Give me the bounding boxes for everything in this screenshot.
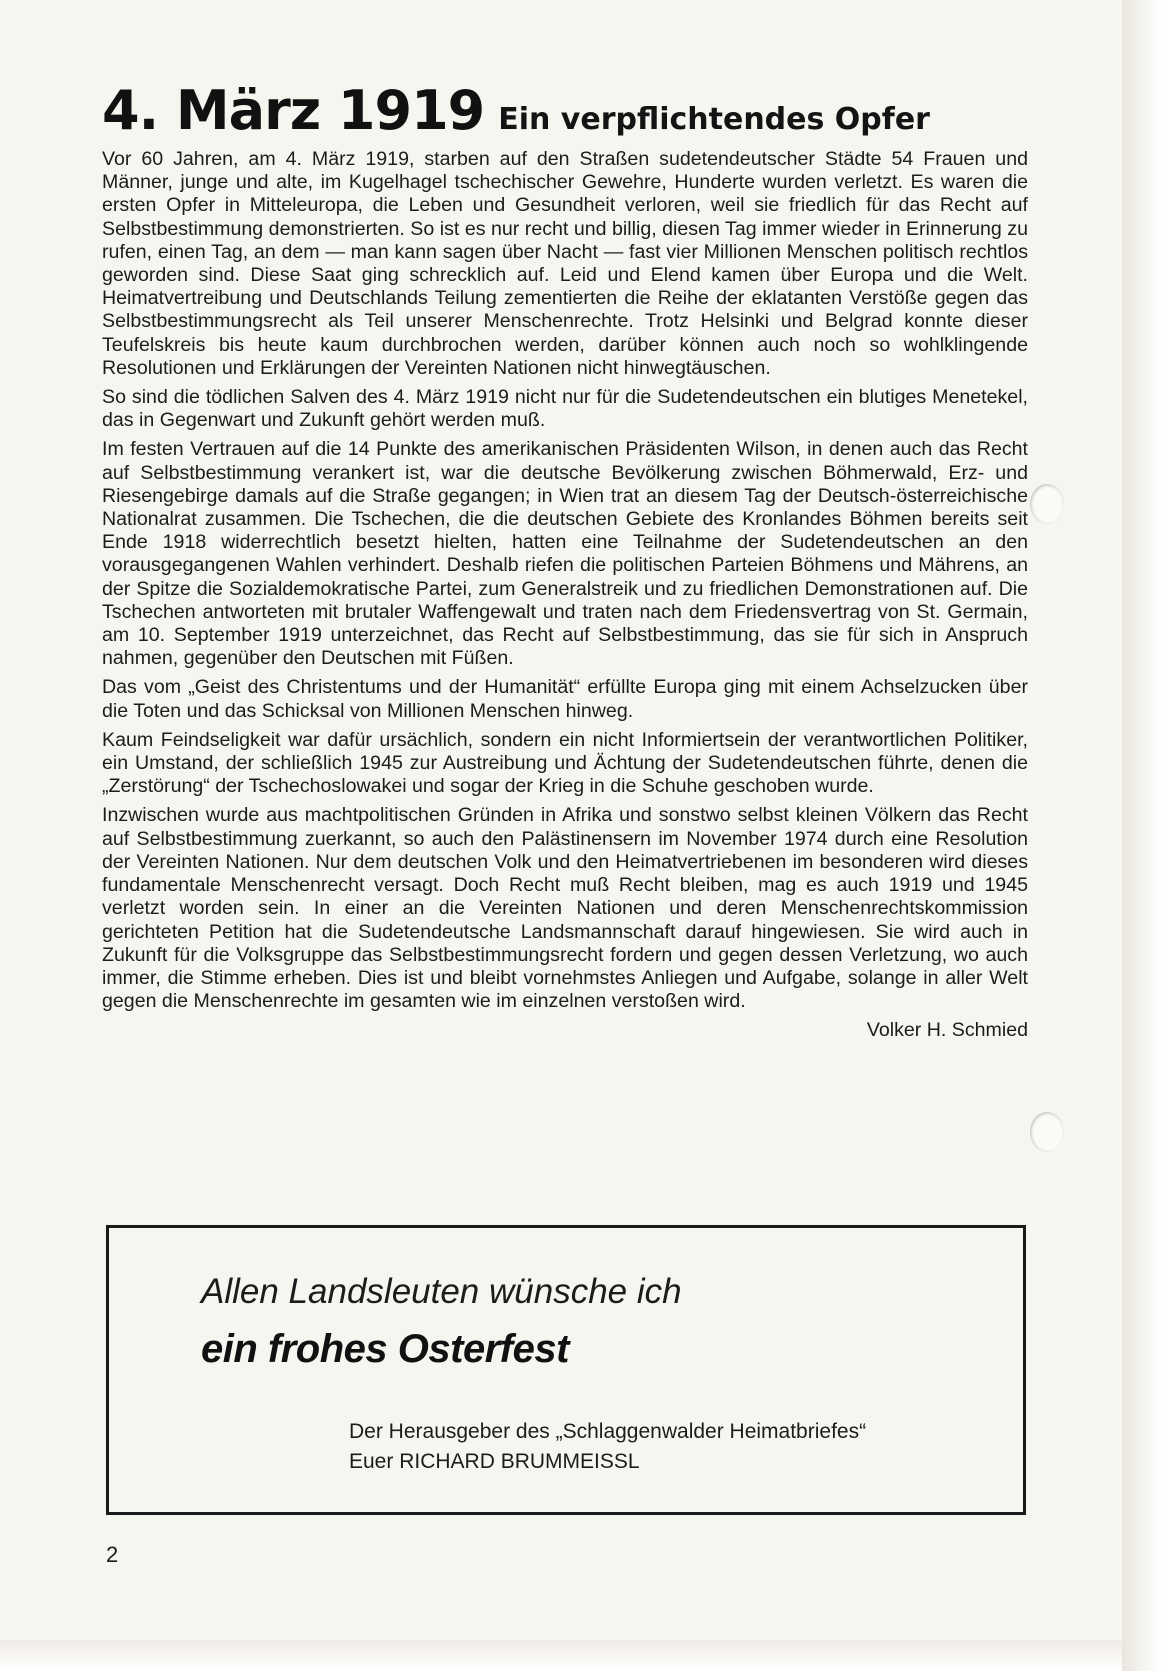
greeting-signature: Euer RICHARD BRUMMEISSL bbox=[349, 1450, 640, 1473]
headline-date: 4. März 1919 bbox=[102, 79, 485, 142]
headline-subtitle: Ein verpflichtendes Opfer bbox=[498, 102, 930, 137]
article-paragraph-2: So sind die tödlichen Salven des 4. März 1919 nicht nur für die Sudetendeutschen ein blutiges Menetekel, das in Gegenwart und Zukunft gehört werden muß. bbox=[102, 386, 1028, 432]
greeting-line-2: ein frohes Osterfest bbox=[201, 1327, 569, 1371]
article-paragraph-5: Kaum Feindseligkeit war dafür ursächlich, sondern ein nicht Informiertsein der verantwortlichen Politiker, ein Umstand, der schließlich 1945 zur Austreibung und Ächtung der Sudetendeutschen führte, denen die „Zerstörung“ der Tschechoslowakei und sogar der Krieg in die Schuhe geschoben wurde. bbox=[102, 728, 1028, 798]
article-paragraph-1: Vor 60 Jahren, am 4. März 1919, starben auf den Straßen sudetendeutscher Städte 54 Frauen und Männer, junge und alte, im Kugelhagel tschechischer Gewehre, Hunderte wurden verletzt. Es waren die ersten Opfer in Mitteleuropa, die Leben und Gesundheit verloren, weil sie friedlich für das Recht auf Selbstbestimmung demonstrierten. So ist es nur recht und billig, diesen Tag immer wieder in Erinnerung zu rufen, einen Tag, an dem — man kann sagen über Nacht — fast vier Millionen Menschen politisch rechtlos geworden sind. Diese Saat ging schrecklich auf. Leid und Elend kamen über Europa und die Welt. Heimatvertreibung und Deutschlands Teilung zementierten die Reihe der eklatanten Verstöße gegen das Selbstbestimmungsrecht als Teil unserer Menschenrechte. Trotz Helsinki und Belgrad konnte dieser Teufelskreis bis heute kaum durchbrochen werden, darüber können auch noch so wohlklingende Resolutionen und Erklärungen der Vereinten Nationen nicht hinwegtäuschen. bbox=[102, 148, 1028, 379]
easter-greeting-box bbox=[106, 1225, 1026, 1515]
article-headline bbox=[102, 79, 1028, 142]
article-paragraph-4: Das vom „Geist des Christentums und der Humanität“ erfüllte Europa ging mit einem Achselzucken über die Toten und das Schicksal von Millionen Menschen hinweg. bbox=[102, 676, 1028, 722]
page-edge-right bbox=[1122, 0, 1163, 1671]
author-signature: Volker H. Schmied bbox=[866, 1019, 1028, 1042]
page-edge-bottom bbox=[0, 1640, 1122, 1671]
greeting-line-1: Allen Landsleuten wünsche ich bbox=[201, 1272, 682, 1311]
page-number: 2 bbox=[106, 1542, 119, 1567]
greeting-publisher: Der Herausgeber des „Schlaggenwalder Heimatbriefes“ bbox=[349, 1420, 867, 1443]
punch-hole-top bbox=[1030, 484, 1064, 524]
greeting-sender bbox=[349, 1417, 866, 1477]
article-paragraph-6: Inzwischen wurde aus machtpolitischen Gründen in Afrika und sonstwo selbst kleinen Völkern das Recht auf Selbstbestimmung zuerkannt, so auch den Palästinensern im November 1974 durch eine Resolution der Vereinten Nationen. Nur dem deutschen Volk und den Heimatvertriebenen im besonderen wird dieses fundamentale Menschenrecht versagt. Doch Recht muß Recht bleiben, mag es auch 1919 und 1945 verletzt worden sein. In einer an die Vereinten Nationen und deren Menschenrechtskommission gerichteten Petition hat die Sudetendeutsche Landsmannschaft darauf hingewiesen. Sie wird auch in Zukunft für die Volksgruppe das Selbstbestimmungsrecht fordern und gegen dessen Verletzung, wo auch immer, die Stimme erheben. Dies ist und bleibt vornehmstes Anliegen und Aufgabe, solange in aller Welt gegen die Menschenrechte im gesamten wie im einzelnen verstoßen wird. bbox=[102, 804, 1028, 1013]
punch-hole-bottom bbox=[1030, 1112, 1064, 1152]
article-paragraph-3: Im festen Vertrauen auf die 14 Punkte des amerikanischen Präsidenten Wilson, in denen auch das Recht auf Selbstbestimmung verankert ist, war die deutsche Bevölkerung zwischen Böhmerwald, Erz- und Riesengebirge damals auf die Straße gegangen; in Wien trat an diesem Tag der Deutsch-österreichische Nationalrat zusammen. Die Tschechen, die die deutschen Gebiete des Kronlandes Böhmen bereits seit Ende 1918 widerrechtlich besetzt hielten, hatten eine Teilnahme der Sudetendeutschen an den vorausgegangenen Wahlen verhindert. Deshalb riefen die politischen Parteien Böhmens und Mährens, an der Spitze die Sozialdemokratische Partei, zum Generalstreik und zu friedlichen Demonstrationen auf. Die Tschechen antworteten mit brutaler Waffengewalt und traten nach dem Friedensvertrag von St. Germain, am 10. September 1919 unterzeichnet, das Recht auf Selbstbestimmung, das sie für sich in Anspruch nahmen, gegenüber den Deutschen mit Füßen. bbox=[102, 438, 1028, 670]
article bbox=[102, 79, 1028, 1042]
